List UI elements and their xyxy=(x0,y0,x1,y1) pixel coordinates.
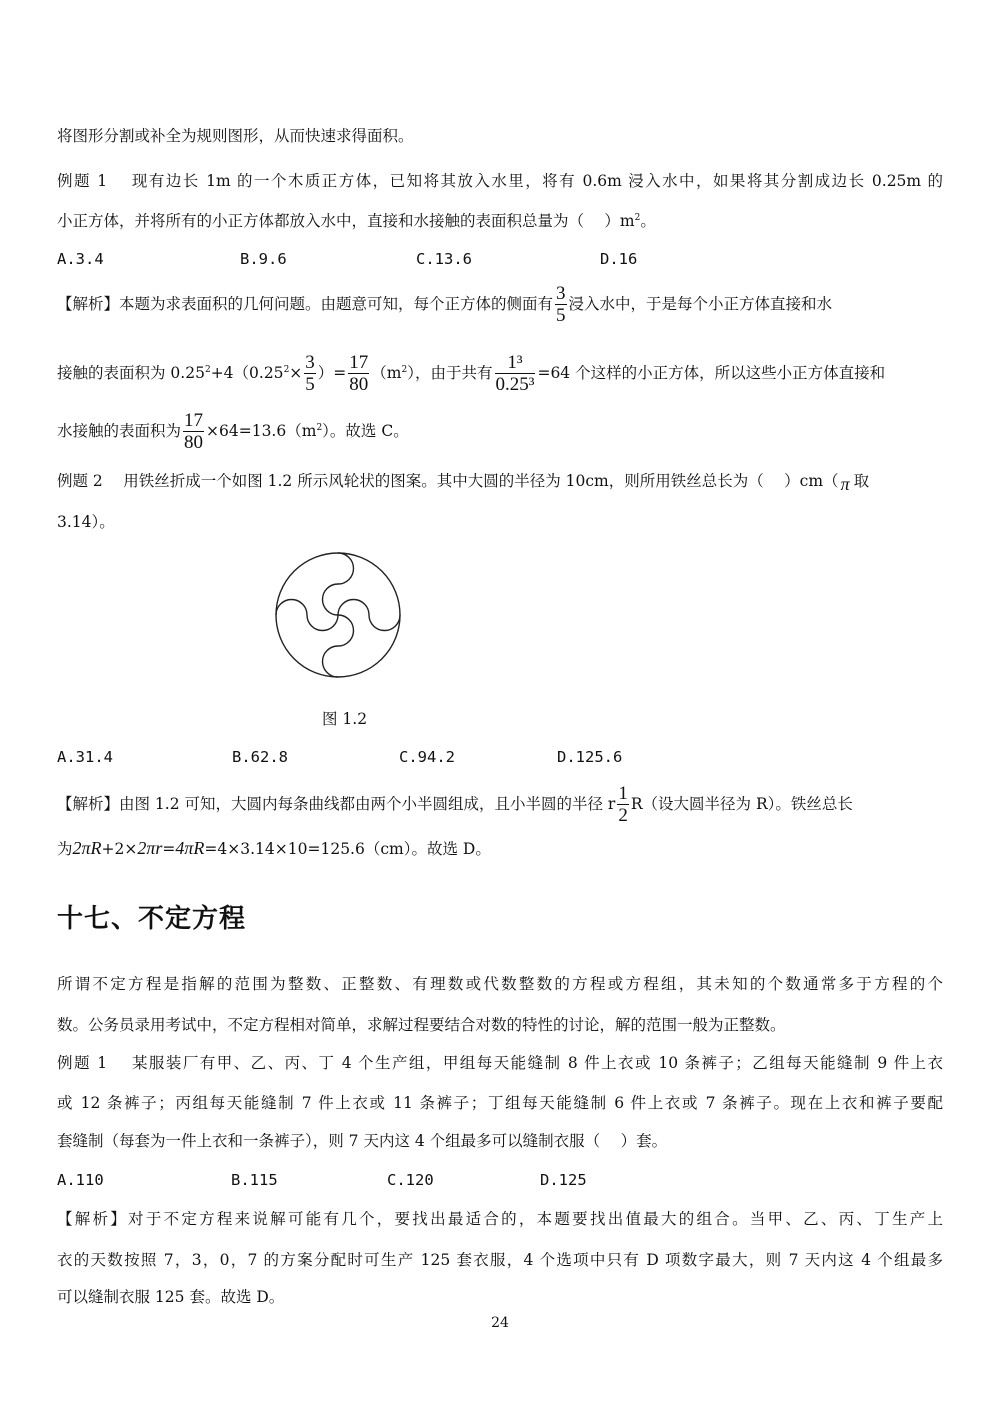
section-paragraph-line1: 所谓不定方程是指解的范围为整数、正整数、有理数或代数整数的方程或方程组，其未知的个数通常多于方程的个 xyxy=(57,975,943,993)
q3-question-line2: 或 12 条裤子；丙组每天能缝制 7 件上衣或 11 条裤子；丁组每天能缝制 6 件上衣或 7 条裤子。现在上衣和裤子要配 xyxy=(57,1094,943,1112)
fraction-3-5: $\frac{3}{5}$ xyxy=(556,282,566,326)
q2-option-a: A.31.4 xyxy=(57,748,113,766)
q3-option-b: B.115 xyxy=(231,1171,278,1189)
curve-right xyxy=(338,600,400,631)
q3-option-a: A.110 xyxy=(57,1171,104,1189)
q3-analysis-line1: 【解析】对于不定方程来说解可能有几个，要找出最适合的，本题要找出值最大的组合。当甲、乙、丙、丁生产上 xyxy=(57,1210,943,1228)
q1-question-line1: 例题 1 现有边长 1m 的一个木质正方体，已知将其放入水里，将有 0.6m 浸入水中，如果将其分割成边长 0.25m 的 xyxy=(57,172,943,190)
q2-option-b: B.62.8 xyxy=(232,748,288,766)
q2-option-c: C.94.2 xyxy=(399,748,455,766)
fraction-3-5-b: $\frac{3}{5}$ xyxy=(305,351,315,395)
q2-question-line1: 例题 2 用铁丝折成一个如图 1.2 所示风轮状的图案。其中大圆的半径为 10cm，则所用铁丝总长为（ ）cm（ π 取 xyxy=(57,472,870,494)
curve-top xyxy=(323,553,354,615)
q3-question-line1: 例题 1 某服装厂有甲、乙、丙、丁 4 个生产组，甲组每天能缝制 8 件上衣或 10 条裤子；乙组每天能缝制 9 件上衣 xyxy=(57,1054,943,1072)
curve-left xyxy=(276,600,338,631)
q1-option-d: D.16 xyxy=(600,250,638,268)
fraction-17-80: $\frac{17}{80}$ xyxy=(349,351,369,395)
pinwheel-diagram xyxy=(272,552,408,678)
curve-bottom xyxy=(323,615,354,677)
q3-option-c: C.120 xyxy=(387,1171,434,1189)
q2-analysis-line2: 为2πR+2×2πr=4πR=4×3.14×10=125.6（cm）。故选 D。 xyxy=(57,838,491,858)
q1-question-line2: 小正方体，并将所有的小正方体都放入水中，直接和水接触的表面积总量为（ ）$m^2$。 xyxy=(57,212,656,230)
q1-analysis-line2: 接触的表面积为 $0.25^2+4(0.25^2\times$ $\frac{3}{5}$ ）= $\frac{17}{80}$ $(m^2)$，由于共有 $\frac{\text{1³}}{\text{0.25³}}$ =64 个这样的小正方体，所以这些小正方体直接和 xyxy=(57,351,886,395)
q2-question-line2: 3.14）。 xyxy=(57,513,115,531)
fraction-17-80-b: $\frac{17}{80}$ xyxy=(184,409,204,453)
section-heading: 十七、不定方程 xyxy=(57,904,247,934)
q1-option-c: C.13.6 xyxy=(416,250,472,268)
q1-option-b: B.9.6 xyxy=(240,250,287,268)
fraction-cube-ratio: $\frac{\text{1³}}{\text{0.25³}}$ xyxy=(495,351,535,395)
q3-analysis-line3: 可以缝制衣服 125 套。故选 D。 xyxy=(57,1288,285,1306)
q1-option-a: A.3.4 xyxy=(57,250,104,268)
q2-option-d: D.125.6 xyxy=(557,748,623,766)
q3-analysis-line2: 衣的天数按照 7，3，0，7 的方案分配时可生产 125 套衣服，4 个选项中只有 D 项数字最大，则 7 天内这 4 个组最多 xyxy=(57,1251,943,1269)
q3-option-d: D.125 xyxy=(540,1171,587,1189)
fraction-1-2: $\frac{1}{2}$ xyxy=(618,782,628,826)
section-paragraph-line2: 数。公务员录用考试中，不定方程相对简单，求解过程要结合对数的特性的讨论，解的范围一般为正整数。 xyxy=(57,1016,786,1034)
q3-question-line3: 套缝制（每套为一件上衣和一条裤子），则 7 天内这 4 个组最多可以缝制衣服（ ）套。 xyxy=(57,1132,668,1150)
page-number: 24 xyxy=(491,1315,509,1331)
q1-analysis-line1: 【解析】本题为求表面积的几何问题。由题意可知，每个正方体的侧面有 $\frac{3}{5}$ 浸入水中，于是每个小正方体直接和水 xyxy=(57,282,833,326)
intro-line: 将图形分割或补全为规则图形，从而快速求得面积。 xyxy=(57,127,414,145)
q2-analysis-line1: 【解析】由图 1.2 可知，大圆内每条曲线都由两个小半圆组成，且小半圆的半径 r $\frac{1}{2}$ R（设大圆半径为 R）。铁丝总长 xyxy=(57,782,853,826)
q1-analysis-line3: 水接触的表面积为 $\frac{17}{80}$ $\times 64=13.6(m^2)$。故选 C。 xyxy=(57,409,409,453)
figure-caption: 图 1.2 xyxy=(322,710,368,728)
